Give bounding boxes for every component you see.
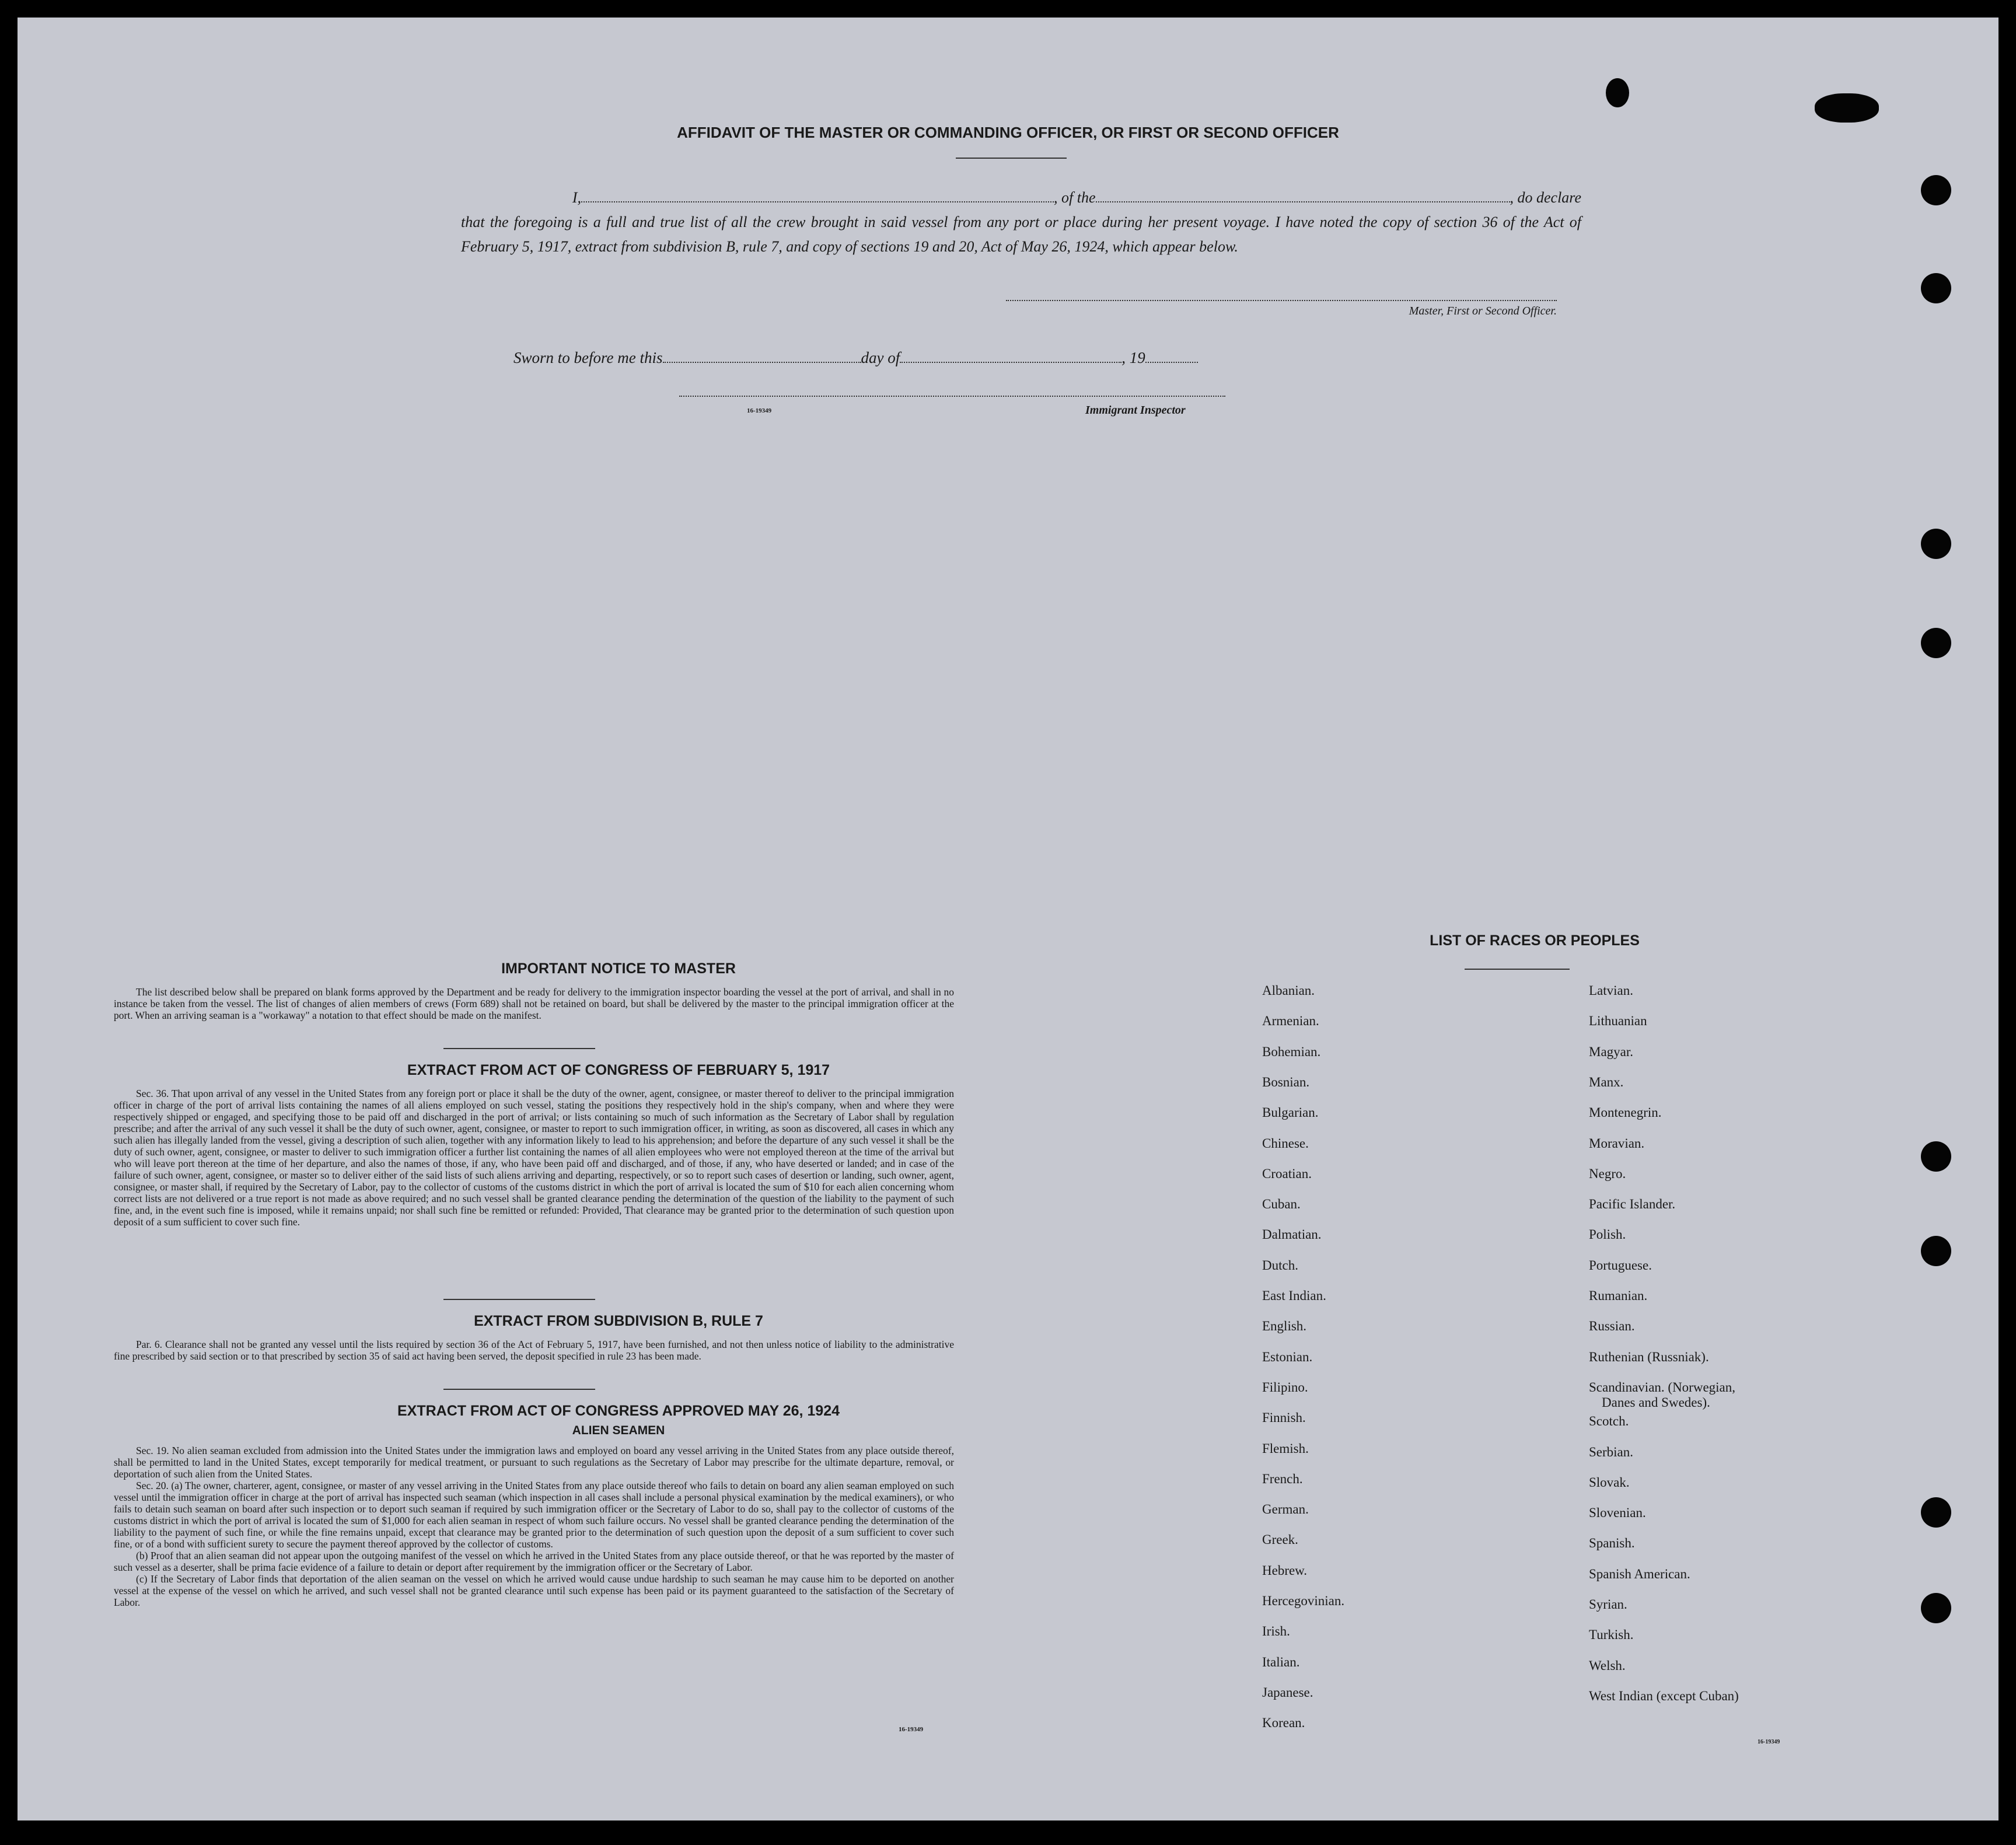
race-item: Danes and Swedes). xyxy=(1602,1395,1710,1410)
form-number: 16-19349 xyxy=(1758,1739,1780,1745)
race-item: Estonian. xyxy=(1262,1349,1313,1364)
race-item: Moravian. xyxy=(1589,1135,1645,1151)
punch-hole xyxy=(1921,273,1951,303)
race-item: Italian. xyxy=(1262,1654,1300,1669)
race-item: English. xyxy=(1262,1319,1307,1334)
ink-blot xyxy=(1606,78,1629,107)
month-blank[interactable] xyxy=(900,361,1121,363)
inspector-signature-line[interactable] xyxy=(679,396,1225,397)
race-item: West Indian (except Cuban) xyxy=(1589,1688,1739,1703)
divider xyxy=(443,1299,595,1300)
extract-rule7-text xyxy=(114,1339,954,1362)
extract-1917-text xyxy=(114,1088,954,1228)
race-item: Hebrew. xyxy=(1262,1563,1308,1578)
race-item: Scandinavian. (Norwegian, xyxy=(1589,1379,1736,1395)
extract-rule7-title: EXTRACT FROM SUBDIVISION B, RULE 7 xyxy=(474,1313,763,1329)
declaration-label-do-declare: , do declare xyxy=(1510,189,1581,206)
sec19-paragraph: Sec. 19. No alien seaman excluded from admission into the United States under the immigration laws and employed on board any vessel arriving in the United States from any place outside thereof, shall be permitted to land in the United States, except temporarily for medical treatment, or pursuant to such regulations as the Secretary of Labor may prescribe for the ultimate departure, removal, or deportation of such alien from the United States. xyxy=(114,1445,954,1480)
punch-hole xyxy=(1921,1236,1951,1266)
race-item: Magyar. xyxy=(1589,1044,1634,1059)
form-number: 16-19349 xyxy=(899,1726,924,1733)
divider xyxy=(1465,969,1570,970)
race-item: Croatian. xyxy=(1262,1166,1312,1181)
race-item: Russian. xyxy=(1589,1319,1635,1334)
extract-1924-title: EXTRACT FROM ACT OF CONGRESS APPROVED MAY 26, 1924 xyxy=(397,1403,840,1419)
race-item: Flemish. xyxy=(1262,1441,1309,1456)
race-item: Hercegovinian. xyxy=(1262,1594,1345,1608)
punch-hole xyxy=(1921,175,1951,205)
race-item: Dutch. xyxy=(1262,1257,1298,1273)
race-item: Rumanian. xyxy=(1589,1288,1648,1303)
divider xyxy=(443,1389,595,1390)
divider xyxy=(443,1048,595,1049)
race-item: Syrian. xyxy=(1589,1597,1627,1612)
punch-hole xyxy=(1921,529,1951,559)
notice-title: IMPORTANT NOTICE TO MASTER xyxy=(501,960,736,977)
race-item: German. xyxy=(1262,1502,1309,1517)
sec20c-paragraph: (c) If the Secretary of Labor finds that deportation of the alien seaman on the vessel on which he arrived would cause undue hardship to such seaman he may cause him to be deported on another vessel at the expense of the vessel on which he arrived, and such vessel shall not be granted clearance until such expense has been paid or its payment guaranteed to the satisfaction of the Secretary of Labor. xyxy=(114,1573,954,1608)
sworn-line xyxy=(513,349,1198,367)
year-label: , 19 xyxy=(1121,349,1145,366)
race-item: Spanish American. xyxy=(1589,1566,1690,1581)
race-item: Manx. xyxy=(1589,1074,1624,1089)
race-item: Filipino. xyxy=(1262,1379,1308,1395)
race-item: Bosnian. xyxy=(1262,1074,1310,1089)
extract-1917-title: EXTRACT FROM ACT OF CONGRESS OF FEBRUARY 5, 1917 xyxy=(407,1062,830,1078)
race-item: Welsh. xyxy=(1589,1658,1626,1673)
affidavit-paragraph: that the foregoing is a full and true list of all the crew brought in said vessel from any port or place during her present voyage. I have noted the copy of section 36 of the Act of February 5, 1917, extract from subdivision B, rule 7, and copy of sections 19 and 20, Act of May 26, 1924, which appear below. xyxy=(461,214,1581,255)
race-item: Cuban. xyxy=(1262,1197,1301,1212)
race-item: Slovenian. xyxy=(1589,1505,1646,1521)
race-item: Bulgarian. xyxy=(1262,1105,1319,1120)
race-item: Pacific Islander. xyxy=(1589,1197,1676,1212)
form-number: 16-19349 xyxy=(747,407,772,414)
day-of-label: day of xyxy=(861,349,900,366)
race-item: Greek. xyxy=(1262,1532,1298,1547)
affidavit-title: AFFIDAVIT OF THE MASTER OR COMMANDING OFFICER, OR FIRST OR SECOND OFFICER xyxy=(677,124,1339,141)
race-item: Finnish. xyxy=(1262,1410,1306,1425)
race-item: Negro. xyxy=(1589,1166,1626,1181)
sec20b-paragraph: (b) Proof that an alien seaman did not appear upon the outgoing manifest of the vessel on which he arrived in the United States from any place outside thereof, or that he was reported by the master of such vessel as a deserter, shall be prima facie evidence of a failure to detain or deport after requirement by the immigration officer or the Secretary of Labor. xyxy=(114,1550,954,1573)
sec36-paragraph: Sec. 36. That upon arrival of any vessel in the United States from any foreign port or place it shall be the duty of the owner, agent, consignee, or master thereof to deliver to the principal immigration officer in charge of the port of arrival lists containing the names of all aliens employed on such vessel, stating the positions they respectively hold in the ship's company, when and where they were respectively shipped or engaged, and specifying those to be paid off and discharged in the port of arrival; or lists containing so much of such information as the Secretary of Labor shall by regulation prescribe; and after the arrival of any such vessel it shall be the duty of such owner, agent, consignee, or master to report to such immigration officer, in writing, as soon as discovered, all cases in which any such alien has illegally landed from the vessel, giving a description of such alien, together with any information likely to lead to his apprehension; and before the departure of any such vessel it shall be the duty of such owner, agent, consignee, or master to deliver to such immigration officer a further list containing the names of all alien employees who were not employed thereon at the time of the arrival but who will leave port thereon at the time of her departure, and also the names of those, if any, who have been paid off and discharged, and of those, if any, who have deserted or landed; and in case of the failure of such owner, agent, consignee, or master so to deliver either of the said lists of such aliens arriving and departing, respectively, or so to report such cases of desertion or landing, such owner, agent, consignee, or master shall, if required by the Secretary of Labor, pay to the collector of customs of the customs district in which the port of arrival is located the sum of $10 for each alien concerning whom correct lists are not delivered or a true report is not made as above required; and no such vessel shall be granted clearance pending the determination of the question of the liability to the payment of such fine, and, in the event such fine is imposed, while it remains unpaid; nor shall such fine be remitted or refunded: Provided, That clearance may be granted prior to the determination of such question upon deposit of a sum sufficient to cover such fine. xyxy=(114,1088,954,1228)
race-item: Korean. xyxy=(1262,1715,1305,1731)
document-page xyxy=(18,18,1998,1820)
race-item: Slovak. xyxy=(1589,1474,1630,1490)
race-item: Turkish. xyxy=(1589,1627,1634,1643)
par6-paragraph: Par. 6. Clearance shall not be granted any vessel until the lists required by section 36 of the Act of February 5, 1917, have been furnished, and not then unless notice of liability to the administrative fine prescribed by said section or to that prescribed by section 35 of said act having been served, the deposit specified in rule 23 has been made. xyxy=(114,1339,954,1362)
race-item: Irish. xyxy=(1262,1624,1290,1639)
race-item: Serbian. xyxy=(1589,1444,1634,1459)
notice-paragraph: The list described below shall be prepared on blank forms approved by the Department and be ready for delivery to the immigration inspector boarding the vessel at the port of arrival, and shall in no instance be taken from the vessel. The list of changes of alien members of crews (Form 689) shall not be retained on board, but shall be delivered by the master to the principal immigration officer at the port. When an arriving seaman is a "workaway" a notation to that effect should be made on the manifest. xyxy=(114,986,954,1021)
divider xyxy=(956,158,1067,159)
signature-line[interactable] xyxy=(1006,300,1557,301)
signature-caption: Master, First or Second Officer. xyxy=(1409,305,1557,317)
declaration-line xyxy=(461,186,1581,210)
declaration-label-i: I, xyxy=(572,189,581,206)
punch-hole xyxy=(1921,1141,1951,1172)
race-item: French. xyxy=(1262,1471,1303,1486)
punch-hole xyxy=(1921,1593,1951,1623)
race-item: East Indian. xyxy=(1262,1288,1326,1303)
race-item: Japanese. xyxy=(1262,1685,1313,1700)
day-blank[interactable] xyxy=(663,361,861,363)
affidavit-body xyxy=(461,186,1581,259)
race-item: Montenegrin. xyxy=(1589,1105,1662,1120)
vessel-blank[interactable] xyxy=(1096,201,1510,202)
name-blank[interactable] xyxy=(581,201,1054,202)
race-item: Latvian. xyxy=(1589,983,1633,998)
race-item: Scotch. xyxy=(1589,1414,1629,1429)
inspector-caption: Immigrant Inspector xyxy=(1085,404,1186,417)
race-item: Armenian. xyxy=(1262,1014,1319,1029)
punch-hole xyxy=(1921,1497,1951,1528)
race-item: Polish. xyxy=(1589,1227,1626,1242)
declaration-label-of-the: , of the xyxy=(1054,189,1096,206)
race-item: Chinese. xyxy=(1262,1135,1309,1151)
year-blank[interactable] xyxy=(1145,361,1198,363)
punch-hole xyxy=(1921,628,1951,658)
race-item: Dalmatian. xyxy=(1262,1227,1322,1242)
race-item: Lithuanian xyxy=(1589,1014,1647,1029)
race-item: Spanish. xyxy=(1589,1536,1635,1551)
sworn-label: Sworn to before me this xyxy=(513,349,663,366)
sec20a-paragraph: Sec. 20. (a) The owner, charterer, agent, consignee, or master of any vessel arriving in the United States from any place outside thereof who fails to detain on board any alien seaman employed on such vessel until the immigration officer in charge at the port of arrival has inspected such seaman (which inspection in all cases shall include a personal physical examination by the medical examiners), or who fails to detain such seaman on board after such inspection or to deport such seaman if required by such immigration officer or the Secretary of Labor to do so, shall pay to the collector of customs of the customs district in which the port of arrival is located the sum of $1,000 for each alien seaman in respect of whom such failure occurs. No vessel shall be granted clearance pending the determination of the liability to the payment of such fine, or while the fine remains unpaid, except that clearance may be granted prior to the determination of such question upon the deposit of a sum sufficient to cover such fine, or of a bond with sufficient surety to secure the payment thereof approved by the collector of customs. xyxy=(114,1480,954,1550)
alien-seamen-subtitle: ALIEN SEAMEN xyxy=(572,1424,665,1437)
race-item: Albanian. xyxy=(1262,983,1315,998)
ink-blot xyxy=(1815,93,1879,123)
races-title: LIST OF RACES OR PEOPLES xyxy=(1430,932,1640,949)
race-item: Ruthenian (Russniak). xyxy=(1589,1349,1709,1364)
notice-text xyxy=(114,986,954,1021)
race-item: Portuguese. xyxy=(1589,1257,1652,1273)
extract-1924-text xyxy=(114,1445,954,1608)
race-item: Bohemian. xyxy=(1262,1044,1321,1059)
